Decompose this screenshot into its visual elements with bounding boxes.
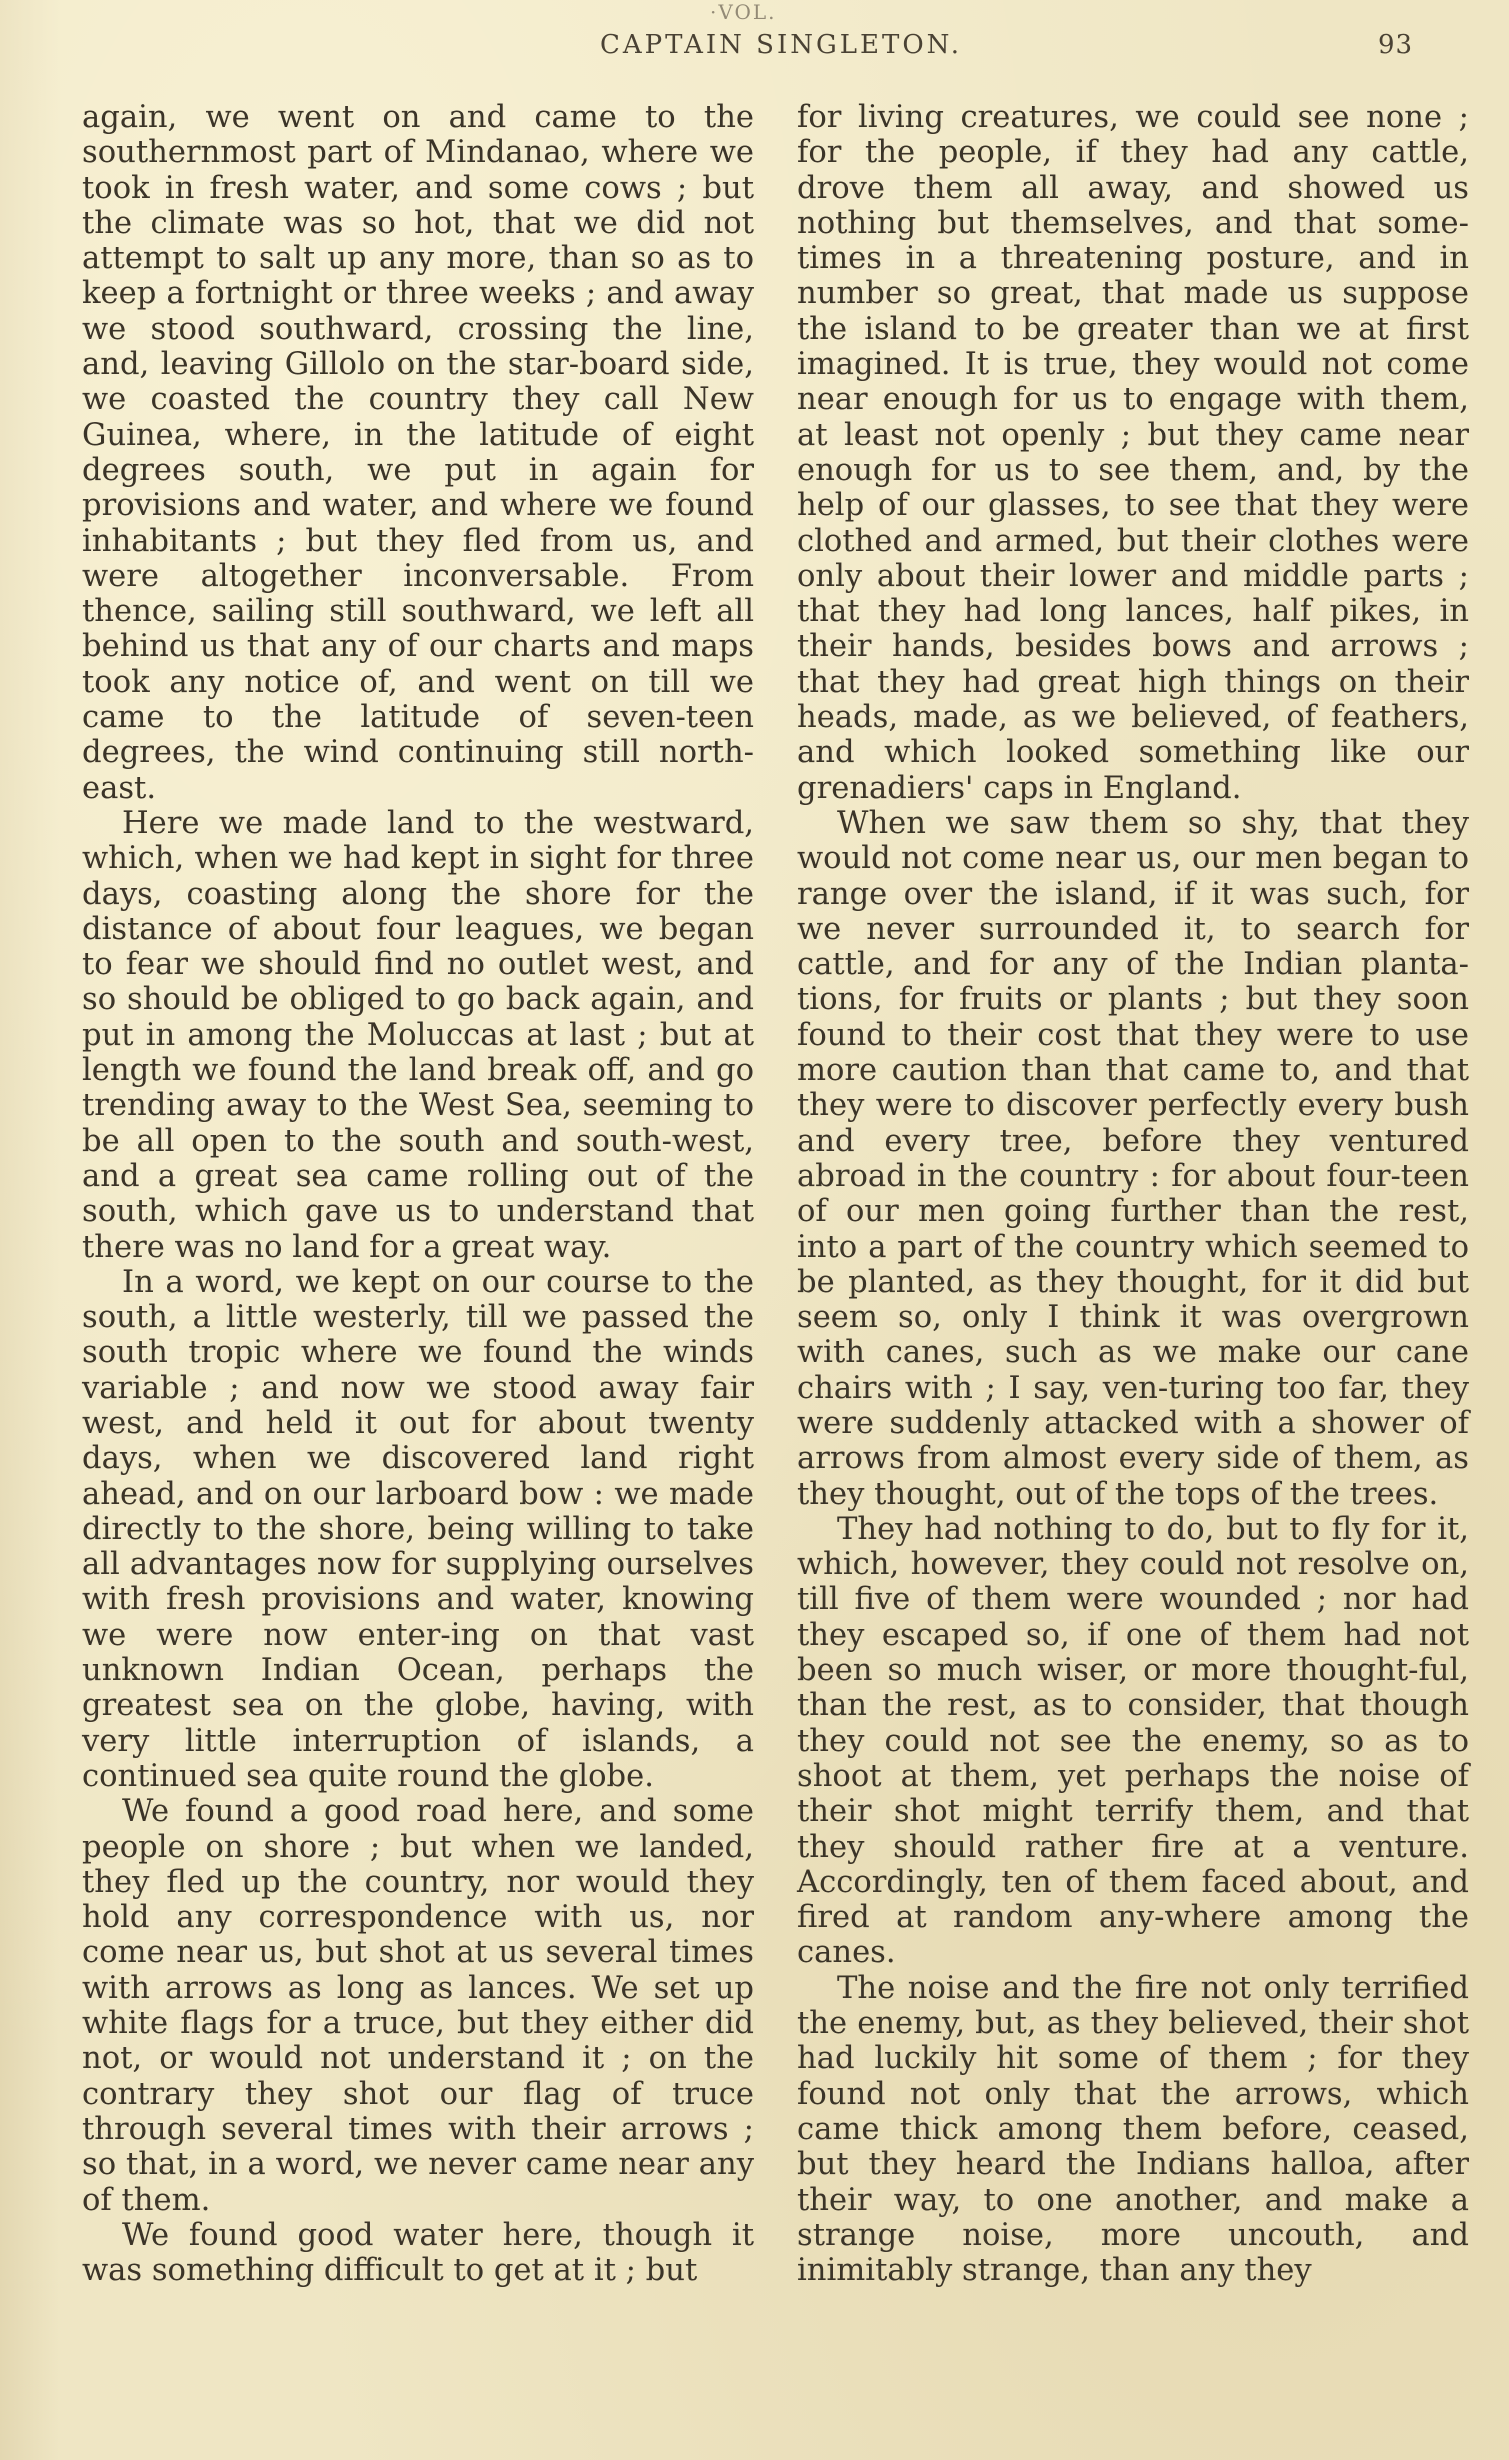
paragraph: When we saw them so shy, that they would not come near us, our men began to range over the island, if it was such, for we never surrounded it, to search for cattle, and for any of the Indian planta-tions, for fruits or plants ; but they soon found to their cost that they were to use more caution than that came to, and that they were to discover perfectly every bush and every tree, before they ventured abroad in the country : for about four-teen of our men going further than the rest, into a part of the country which seemed to be planted, as they thought, for it did but seem so, only I think it was overgrown with canes, such as we make our cane chairs with ; I say, ven-turing too far, they were suddenly attacked with a shower of arrows from almost every side of them, as they thought, out of the tops of the trees. [797,805,1469,1512]
left-column [82,100,754,2288]
top-edge-mark: ·VOL. [710,0,777,24]
paragraph: again, we went on and came to the southernmost part of Mindanao, where we took in fresh water, and some cows ; but the climate was so hot, that we did not attempt to salt up any more, than so as to keep a fortnight or three weeks ; and away we stood southward, crossing the line, and, leaving Gillolo on the star-board side, we coasted the country they call New Guinea, where, in the latitude of eight degrees south, we put in again for provisions and water, and where we found inhabitants ; but they fled from us, and were altogether inconversable. From thence, sailing still southward, we left all behind us that any of our charts and maps took any notice of, and went on till we came to the latitude of seven-teen degrees, the wind continuing still north-east. [82,100,754,806]
right-column [797,100,1469,2288]
paragraph: We found a good road here, and some people on shore ; but when we landed, they fled up the country, nor would they hold any correspondence with us, nor come near us, but shot at us several times with arrows as long as lances. We set up white flags for a truce, but they either did not, or would not understand it ; on the contrary they shot our flag of truce through several times with their arrows ; so that, in a word, we never came near any of them. [82,1794,754,2218]
paragraph: The noise and the fire not only terrified the enemy, but, as they believed, their shot had luckily hit some of them ; for they found not only that the arrows, which came thick among them before, ceased, but they heard the Indians halloa, after their way, to one another, and make a strange noise, more uncouth, and inimitably strange, than any they [797,1970,1469,2289]
running-head [0,30,1509,70]
running-title: CAPTAIN SINGLETON. [600,30,963,60]
paragraph: They had nothing to do, but to fly for it, which, however, they could not resolve on, till five of them were wounded ; nor had they escaped so, if one of them had not been so much wiser, or more thought-ful, than the rest, as to consider, that though they could not see the enemy, so as to shoot at them, yet perhaps the noise of their shot might terrify them, and that they should rather fire at a venture. Accordingly, ten of them faced about, and fired at random any-where among the canes. [797,1511,1469,1971]
paragraph: Here we made land to the westward, which, when we had kept in sight for three days, coasting along the shore for the distance of about four leagues, we began to fear we should find no outlet west, and so should be obliged to go back again, and put in among the Moluccas at last ; but at length we found the land break off, and go trending away to the West Sea, seeming to be all open to the south and south-west, and a great sea came rolling out of the south, which gave us to understand that there was no land for a great way. [82,805,754,1265]
page-number: 93 [1378,30,1414,60]
paragraph: for living creatures, we could see none ; for the people, if they had any cattle, drove them all away, and showed us nothing but themselves, and that some-times in a threatening posture, and in number so great, that made us suppose the island to be greater than we at first imagined. It is true, they would not come near enough for us to engage with them, at least not openly ; but they came near enough for us to see them, and, by the help of our glasses, to see that they were clothed and armed, but their clothes were only about their lower and middle parts ; that they had long lances, half pikes, in their hands, besides bows and arrows ; that they had great high things on their heads, made, as we believed, of feathers, and which looked something like our grenadiers' caps in England. [797,100,1469,806]
paragraph: We found good water here, though it was something difficult to get at it ; but [82,2217,754,2289]
paragraph: In a word, we kept on our course to the south, a little westerly, till we passed the south tropic where we found the winds variable ; and now we stood away fair west, and held it out for about twenty days, when we discovered land right ahead, and on our larboard bow : we made directly to the shore, being willing to take all advantages now for supplying ourselves with fresh provisions and water, knowing we were now enter-ing on that vast unknown Indian Ocean, perhaps the greatest sea on the globe, having, with very little interruption of islands, a continued sea quite round the globe. [82,1264,754,1794]
